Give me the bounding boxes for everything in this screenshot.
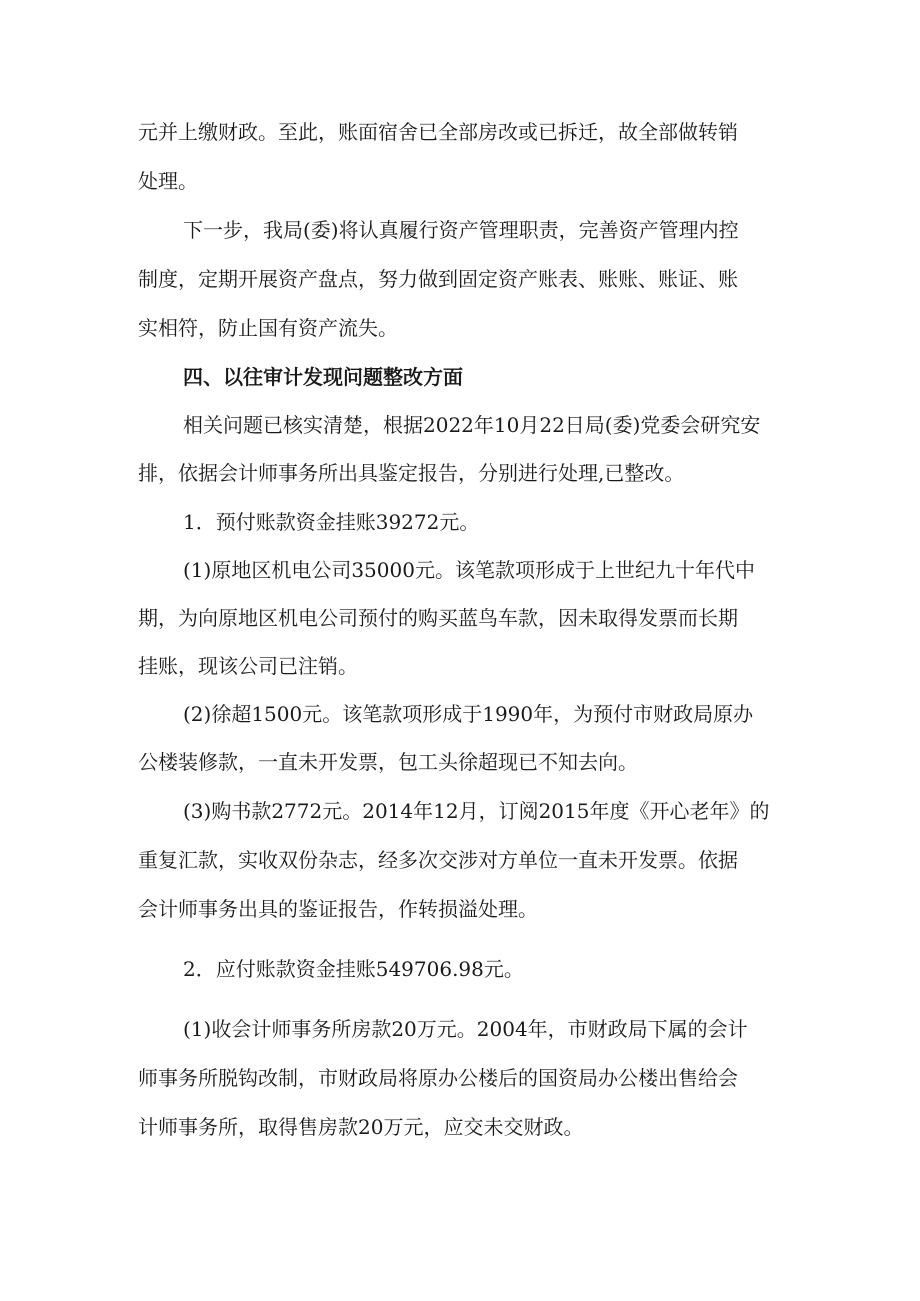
text-line: (1)原地区机电公司35000元。该笔款项形成于上世纪九十年代中 xyxy=(183,558,755,582)
text-line: (1)收会计师事务所房款20万元。2004年，市财政局下属的会计 xyxy=(183,1017,748,1041)
text-line: 公楼装修款，一直未开发票，包工头徐超现已不知去向。 xyxy=(138,750,638,774)
text-line: (2)徐超1500元。该笔款项形成于1990年，为预付市财政局原办 xyxy=(183,702,754,726)
text-line: 挂账，现该公司已注销。 xyxy=(138,654,358,678)
text-line: 元并上缴财政。至此，账面宿舍已全部房改或已拆迁，故全部做转销 xyxy=(138,120,738,144)
text-line: 计师事务所，取得售房款20万元，应交未交财政。 xyxy=(138,1115,584,1139)
text-line: 师事务所脱钩改制，市财政局将原办公楼后的国资局办公楼出售给会 xyxy=(138,1066,738,1090)
text-line: (3)购书款2772元。2014年12月，订阅2015年度《开心老年》的 xyxy=(183,799,770,823)
section-heading: 四、以往审计发现问题整改方面 xyxy=(183,365,463,389)
text-line: 会计师事务出具的鉴证报告，作转损溢处理。 xyxy=(138,897,538,921)
text-line: 排，依据会计师事务所出具鉴定报告，分别进行处理,已整改。 xyxy=(138,461,685,485)
text-line: 期，为向原地区机电公司预付的购买蓝鸟车款，因未取得发票而长期 xyxy=(138,606,738,630)
text-line: 1．预付账款资金挂账39272元。 xyxy=(183,510,480,534)
text-line: 制度，定期开展资产盘点，努力做到固定资产账表、账账、账证、账 xyxy=(138,267,738,291)
text-line: 实相符，防止国有资产流失。 xyxy=(138,316,398,340)
text-line: 下一步，我局(委)将认真履行资产管理职责，完善资产管理内控 xyxy=(183,218,739,242)
text-line: 重复汇款，实收双份杂志，经多次交涉对方单位一直未开发票。依据 xyxy=(138,848,738,872)
text-line: 相关问题已核实清楚，根据2022年10月22日局(委)党委会研究安 xyxy=(183,413,761,437)
text-line: 2．应付账款资金挂账549706.98元。 xyxy=(183,957,524,981)
text-line: 处理。 xyxy=(138,169,198,193)
